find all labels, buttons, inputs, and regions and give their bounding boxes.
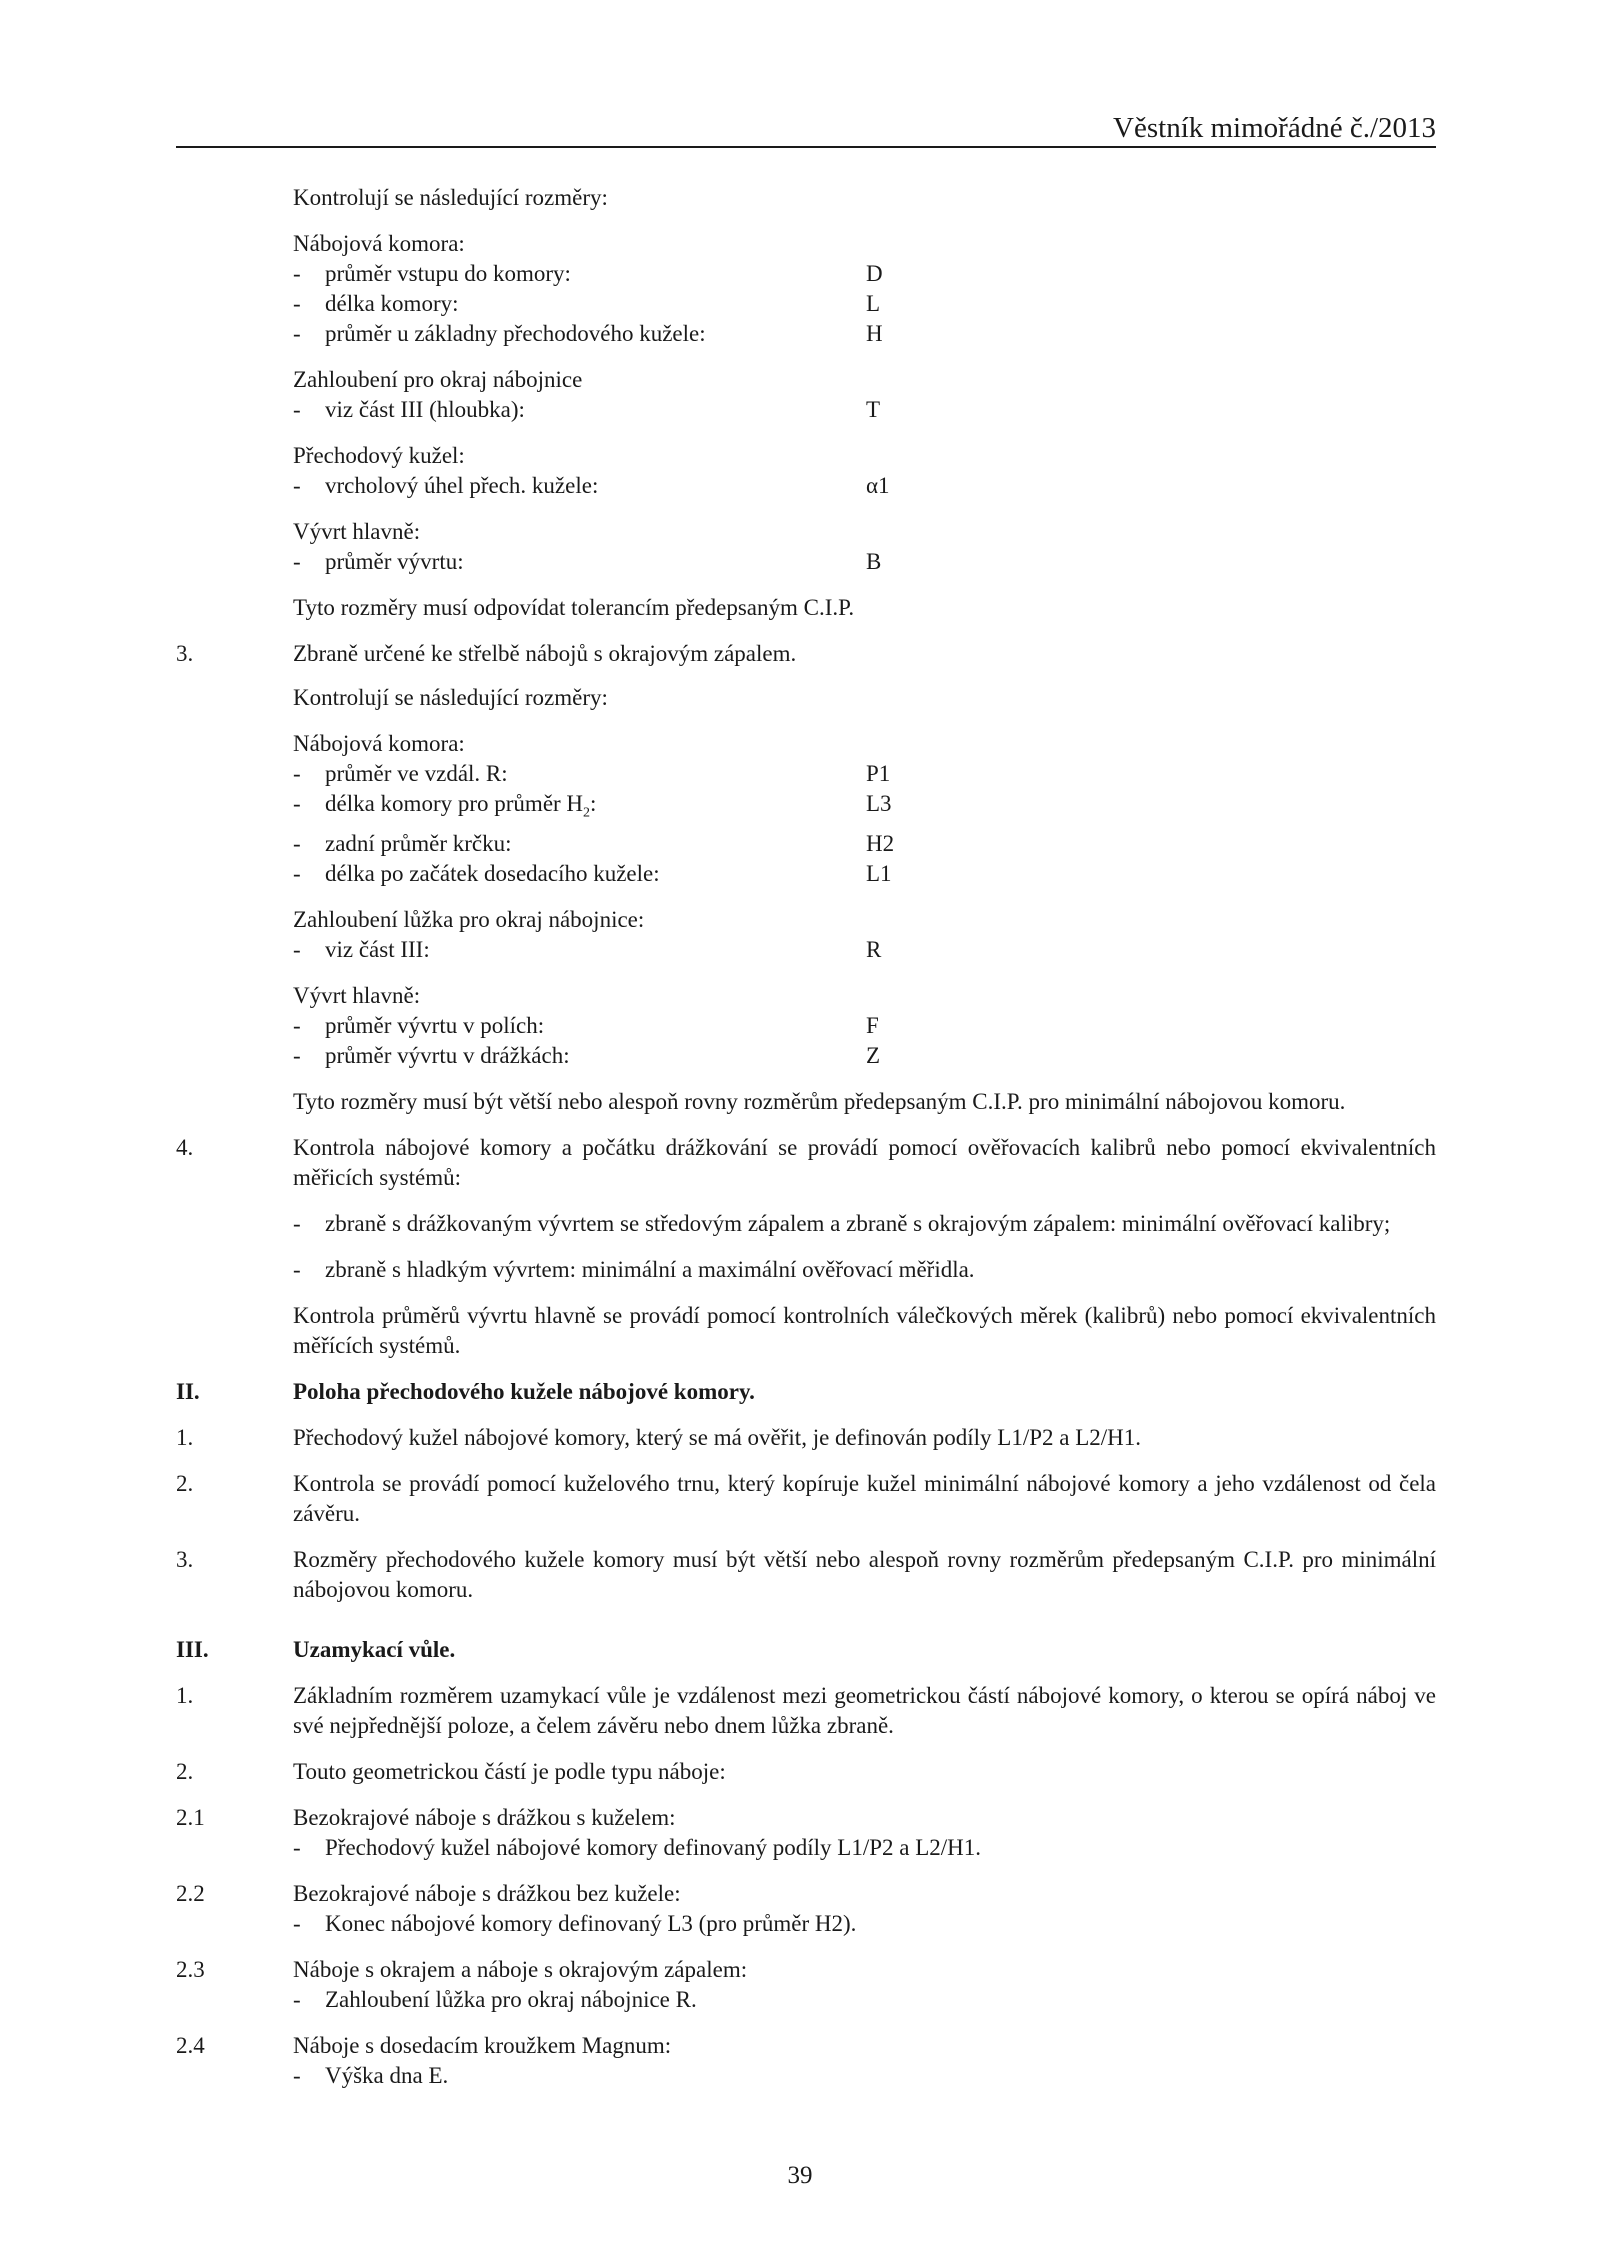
section-iii-item: 1. Základním rozměrem uzamykací vůle je vzdálenost mezi geometrickou částí nábojové komory, o kterou se opírá náboj ve své nejpřednější poloze, a čelem závěru nebo dnem lůžka zbraně.: [176, 1682, 1436, 1738]
section-title: Uzamykací vůle.: [293, 1636, 456, 1662]
block-a-closing: Tyto rozměry musí odpovídat tolerancím předepsaným C.I.P.: [293, 595, 855, 620]
block-a-intro: Kontrolují se následující rozměry:: [293, 185, 608, 210]
section-ii-item: 3. Rozměry přechodového kužele komory musí být větší nebo alespoň rovny rozměrům předepsaným C.I.P. pro minimální nábojovou komoru.: [176, 1546, 1436, 1602]
header-title: Věstník mimořádné č./2013: [1113, 112, 1436, 144]
dimension-row: - délka komory pro průměr $H_2$: L3: [293, 789, 1436, 829]
dimension-symbol: F: [866, 1012, 879, 1038]
dimension-row: - průměr vývrtu v drážkách: Z: [293, 1041, 1436, 1071]
item-title: Zbraně určené ke střelbě nábojů s okrajovým zápalem.: [293, 641, 797, 666]
subscript: 2: [583, 805, 591, 821]
page-number: 39: [787, 2162, 813, 2189]
dimension-row: - viz část III: R: [293, 935, 1436, 965]
bullet-item: - zbraně s hladkým vývrtem: minimální a maximální ověřovací měřidla.: [293, 1256, 975, 1282]
item-text: Kontrola nábojové komory a počátku drážkování se provádí pomocí ověřovacích kalibrů nebo pomocí ekvivalentních měřicích systémů:: [293, 1134, 1436, 1190]
item-closing: Tyto rozměry musí být větší nebo alespoň rovny rozměrům předepsaným C.I.P. pro minimální nábojovou komoru.: [293, 1088, 1346, 1114]
dimension-row: - zadní průměr krčku: H2: [293, 829, 1436, 859]
dimension-symbol: R: [866, 936, 882, 962]
dimension-symbol: L1: [866, 860, 892, 886]
group-title: Přechodový kužel:: [293, 443, 465, 468]
section-title: Poloha přechodového kužele nábojové komory.: [293, 1378, 755, 1404]
block-a: [293, 183, 1436, 623]
dimension-row: - viz část III (hloubka): T: [293, 395, 1436, 425]
dimension-symbol: B: [866, 549, 882, 574]
section-iii-subitem: 2.3 Náboje s okrajem a náboje s okrajovým zápalem: - Zahloubení lůžka pro okraj nábojnice R.: [176, 1956, 748, 2012]
section-iii-heading: [176, 1635, 1436, 1665]
dimension-symbol: H: [866, 321, 883, 346]
group-title: Nábojová komora:: [293, 731, 465, 756]
section-number: II.: [176, 1378, 200, 1404]
section-ii-item: 1. Přechodový kužel nábojové komory, který se má ověřit, je definován podíly L1/P2 a L2/H1.: [176, 1424, 1142, 1450]
dimension-symbol: P1: [866, 761, 891, 786]
bullet-item: - zbraně s drážkovaným vývrtem se středovým zápalem a zbraně s okrajovým zápalem: minimální ověřovací kalibry;: [293, 1210, 1391, 1236]
dimension-symbol: H2: [866, 830, 895, 856]
dimension-row: - délka po začátek dosedacího kužele: L1: [293, 859, 1436, 889]
dimension-symbol: L: [866, 291, 881, 316]
dimension-symbol: D: [866, 261, 883, 286]
item-number: 4.: [176, 1134, 194, 1160]
group-title: Nábojová komora:: [293, 231, 465, 256]
dimension-row: - průměr vstupu do komory: D: [293, 259, 1436, 289]
section-iii-item: 2. Touto geometrickou částí je podle typu náboje:: [176, 1758, 726, 1784]
group-title: Vývrt hlavně:: [293, 982, 421, 1008]
dimension-row: - průměr vývrtu v polích: F: [293, 1011, 1436, 1041]
dimension-symbol: α1: [866, 473, 890, 498]
item-intro: Kontrolují se následující rozměry:: [293, 685, 608, 710]
dimension-row: - průměr ve vzdál. R: P1: [293, 759, 1436, 789]
section-ii-item: 2. Kontrola se provádí pomocí kuželového trnu, který kopíruje kužel minimální nábojové komory a jeho vzdálenost od čela závěru.: [176, 1470, 1436, 1526]
group-title: Vývrt hlavně:: [293, 519, 421, 544]
dimension-symbol: T: [866, 397, 881, 422]
item-3: [176, 639, 1436, 1117]
section-number: III.: [176, 1636, 209, 1662]
group-title: Zahloubení pro okraj nábojnice: [293, 367, 583, 392]
section-ii-heading: [176, 1377, 1436, 1407]
dimension-row: - průměr u základny přechodového kužele: H: [293, 319, 1436, 349]
section-iii-subitem: 2.2 Bezokrajové náboje s drážkou bez kužele: - Konec nábojové komory definovaný L3 (pro průměr H2).: [176, 1880, 857, 1936]
dimension-row: - vrcholový úhel přech. kužele: α1: [293, 471, 1436, 501]
page-header: [176, 112, 1436, 148]
section-iii-subitem: 2.1 Bezokrajové náboje s drážkou s kuželem: - Přechodový kužel nábojové komory definovaný podíly L1/P2 a L2/H1.: [176, 1804, 982, 1860]
item-4: [176, 1133, 1436, 1361]
dimension-row: - délka komory: L: [293, 289, 1436, 319]
dimension-symbol: Z: [866, 1042, 881, 1068]
dimension-row: - průměr vývrtu: B: [293, 547, 1436, 577]
item-number: 3.: [176, 641, 194, 666]
group-title: Zahloubení lůžka pro okraj nábojnice:: [293, 906, 645, 932]
section-iii-subitem: 2.4 Náboje s dosedacím kroužkem Magnum: - Výška dna E.: [176, 2032, 672, 2088]
page-content: [176, 183, 1436, 2091]
dimension-symbol: L3: [866, 791, 892, 816]
item-closing: Kontrola průměrů vývrtu hlavně se provádí pomocí kontrolních válečkových měrek (kalibrů) nebo pomocí ekvivalentních měřících systémů.: [293, 1302, 1436, 1358]
